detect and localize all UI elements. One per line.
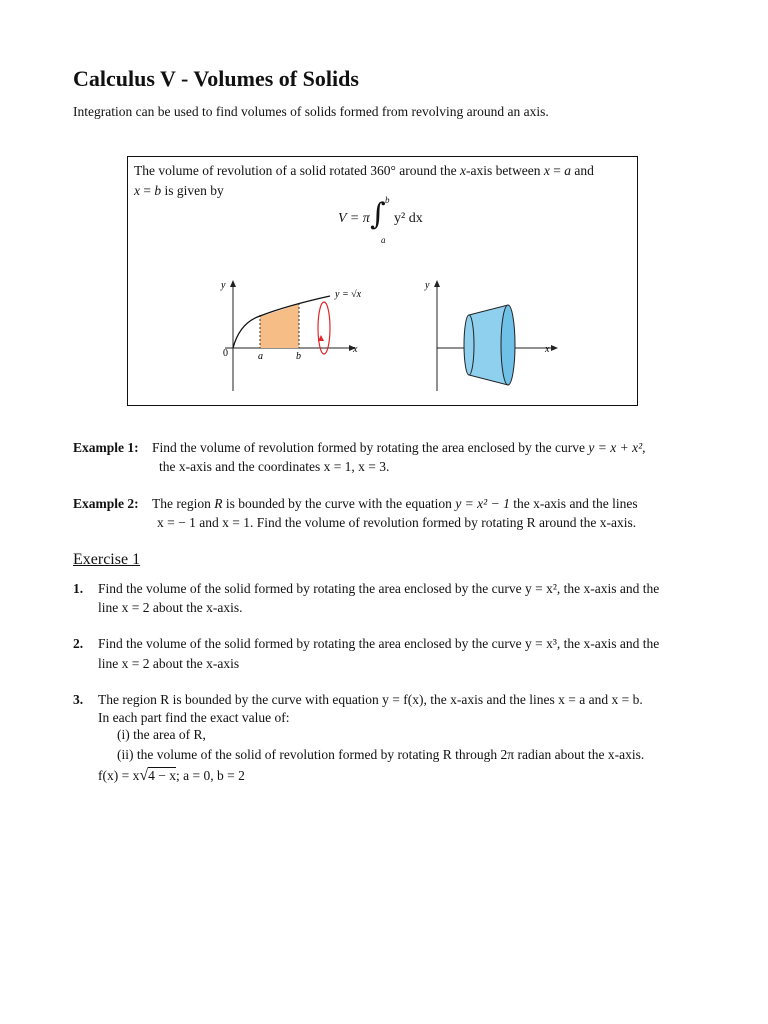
- q1-line-2: line x = 2 about the x-axis.: [98, 600, 243, 615]
- formula-integrand: y² dx: [394, 211, 423, 226]
- g1-y-label: y: [221, 280, 226, 291]
- box-line-1: The volume of revolution of a solid rotated 360° around the x-axis between x = a and: [134, 163, 594, 178]
- solid-right-face: [501, 305, 515, 385]
- example-2-line-2: x = − 1 and x = 1. Find the volume of revolution formed by rotating R around the x-axis.: [157, 515, 637, 530]
- formula-box: [127, 156, 638, 406]
- formula-lhs: V = π: [338, 211, 370, 226]
- q3-part-ii: (ii) the volume of the solid of revolution formed by rotating R through 2π radian about the x-axis.: [117, 747, 645, 762]
- g2-y-label: y: [425, 280, 430, 291]
- rotation-ellipse: [318, 302, 330, 354]
- q3-line-1: The region R is bounded by the curve with equation y = f(x), the x-axis and the lines x = a and x = b.: [98, 692, 643, 707]
- intro-text: Integration can be used to find volumes of solids formed from revolving around an axis.: [73, 104, 549, 119]
- solid-graph: [424, 280, 558, 391]
- exercise-heading: Exercise 1: [73, 551, 141, 568]
- y-axis-arrow: [230, 280, 236, 287]
- g2-x-label: x: [545, 344, 550, 355]
- q3-line-2: In each part find the exact value of:: [98, 710, 290, 725]
- example-2-line-1: Example 2: The region R is bounded by the curve with the equation y = x² − 1 the x-axis and the lines: [73, 496, 638, 511]
- upper-limit: b: [385, 195, 390, 205]
- a-label: a: [258, 351, 263, 362]
- box-line-2: x = b is given by: [134, 183, 224, 198]
- b-label: b: [296, 351, 301, 362]
- q1-line-1: Find the volume of the solid formed by rotating the area enclosed by the curve y = x², the x-axis and the: [98, 581, 660, 596]
- q2-line-2: line x = 2 about the x-axis: [98, 656, 240, 671]
- volume-formula: [338, 195, 438, 245]
- integral-sign: ∫: [370, 197, 386, 232]
- origin-label: 0: [223, 348, 228, 359]
- y-axis-arrow-2: [434, 280, 440, 287]
- q2-number: 2.: [73, 636, 84, 651]
- example-1-line-2: the x-axis and the coordinates x = 1, x = 3.: [159, 459, 390, 474]
- x-axis-arrow-2: [551, 345, 558, 351]
- revolution-figure: [203, 275, 623, 393]
- solid-left-face: [464, 315, 474, 375]
- q3-function: f(x) = x√4 − x; a = 0, b = 2: [98, 767, 245, 784]
- example-1-line-1: Example 1: Find the volume of revolution formed by rotating the area enclosed by the curve y = x + x²,: [73, 440, 646, 455]
- curve-label: y = √x: [335, 289, 362, 300]
- shaded-area: [260, 304, 299, 348]
- q3-part-i: (i) the area of R,: [117, 727, 206, 742]
- g1-x-label: x: [353, 344, 358, 355]
- q1-number: 1.: [73, 581, 84, 596]
- page-title: Calculus V - Volumes of Solids: [73, 66, 359, 91]
- lower-limit: a: [381, 235, 386, 245]
- q3-number: 3.: [73, 692, 84, 707]
- q2-line-1: Find the volume of the solid formed by rotating the area enclosed by the curve y = x³, the x-axis and the: [98, 636, 660, 651]
- area-graph: [220, 280, 362, 391]
